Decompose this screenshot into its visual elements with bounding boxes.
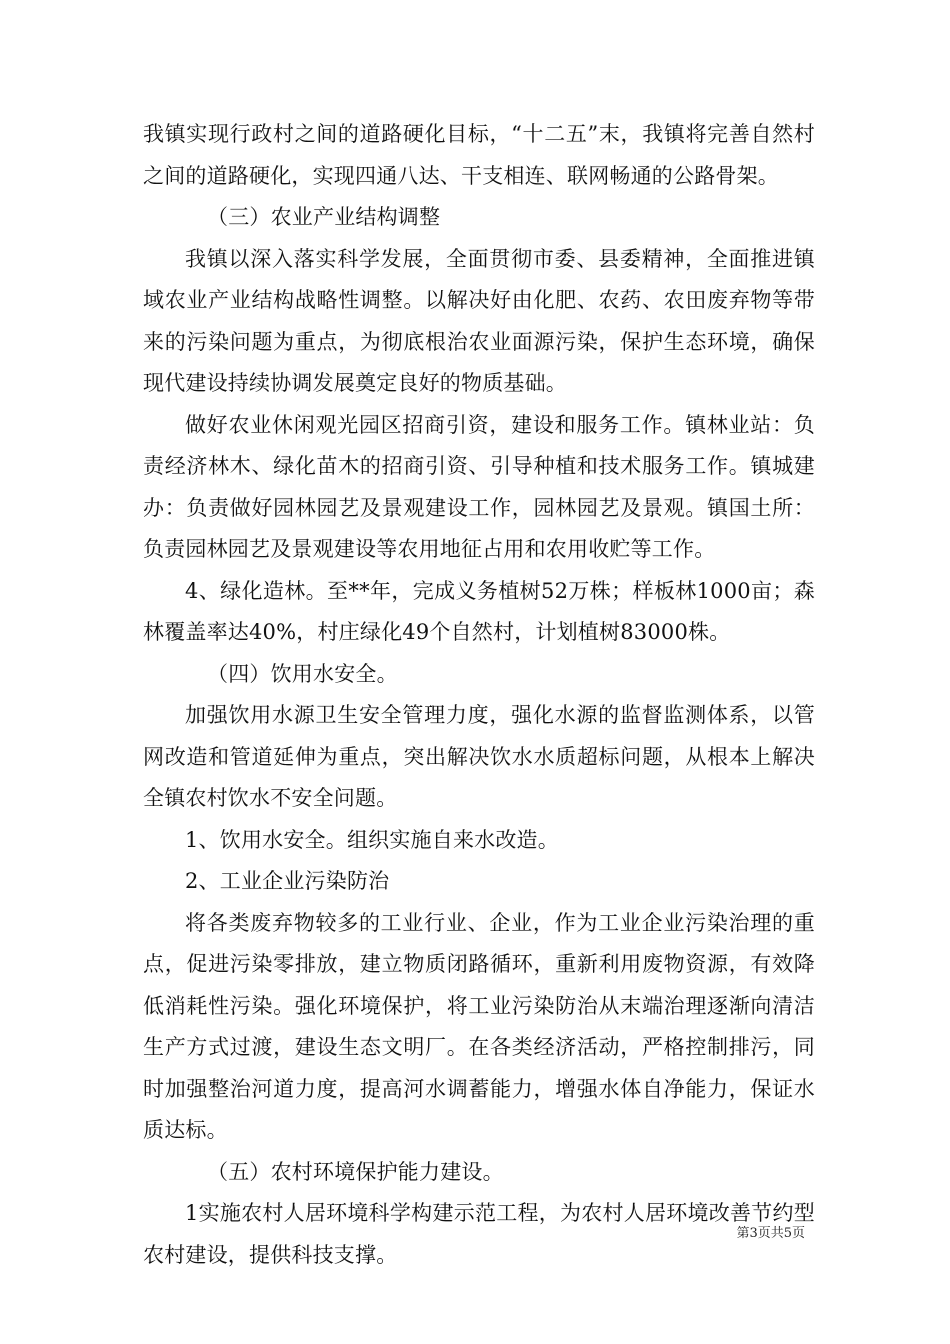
paragraph-water-source-management: 加强饮用水源卫生安全管理力度，强化水源的监督监测体系，以管网改造和管道延伸为重点，突出解决饮水水质超标问题，从根本上解决全镇农村饮水不安全问题。 xyxy=(143,703,815,810)
paragraph-drinking-water-item: 1、饮用水安全。组织实施自来水改造。 xyxy=(185,827,559,852)
paragraph-leisure-park: 做好农业休闲观光园区招商引资，建设和服务工作。镇林业站：负责经济林木、绿化苗木的招商引资、引导种植和技术服务工作。镇城建办：负责做好园林园艺及景观建设工作，园林园艺及景观。镇国土所：负责园林园艺及景观建设等农用地征占用和农用收贮等工作。 xyxy=(143,412,815,561)
paragraph-road-hardening: 我镇实现行政村之间的道路硬化目标，“十二五”末，我镇将完善自然村之间的道路硬化，实现四通八达、干支相连、联网畅通的公路骨架。 xyxy=(143,122,815,188)
page-number: 第3页共5页 xyxy=(736,1226,805,1241)
paragraph-agriculture-adjustment: 我镇以深入落实科学发展，全面贯彻市委、县委精神，全面推进镇域农业产业结构战略性调整。以解决好由化肥、农药、农田废弃物等带来的污染问题为重点，为彻底根治农业面源污染，保护生态环境，确保现代建设持续协调发展奠定良好的物质基础。 xyxy=(143,246,815,395)
section-heading-capacity: （五）农村环境保护能力建设。 xyxy=(207,1159,504,1184)
paragraph-industrial-pollution: 将各类废弃物较多的工业行业、企业，作为工业企业污染治理的重点，促进污染零排放，建立物质闭路循环，重新利用废物资源，有效降低消耗性污染。强化环境保护，将工业污染防治从末端治理逐渐向清洁生产方式过渡，建设生态文明厂。在各类经济活动，严格控制排污，同时加强整治河道力度，提高河水调蓄能力，增强水体自净能力，保证水质达标。 xyxy=(143,910,815,1142)
section-heading-drinking-water: （四）饮用水安全。 xyxy=(207,661,398,686)
paragraph-afforestation: 4、绿化造林。至**年，完成义务植树52万株；样板林1000亩；森林覆盖率达40%，村庄绿化49个自然村，计划植树83000株。 xyxy=(143,578,815,644)
section-heading-agriculture: （三）农业产业结构调整 xyxy=(207,205,441,229)
paragraph-industrial-pollution-item: 2、工业企业污染防治 xyxy=(185,869,390,893)
document-body xyxy=(143,114,815,1276)
paragraph-demonstration-project: 1实施农村人居环境科学构建示范工程，为农村人居环境改善节约型农村建设，提供科技支撑。 xyxy=(143,1201,815,1267)
